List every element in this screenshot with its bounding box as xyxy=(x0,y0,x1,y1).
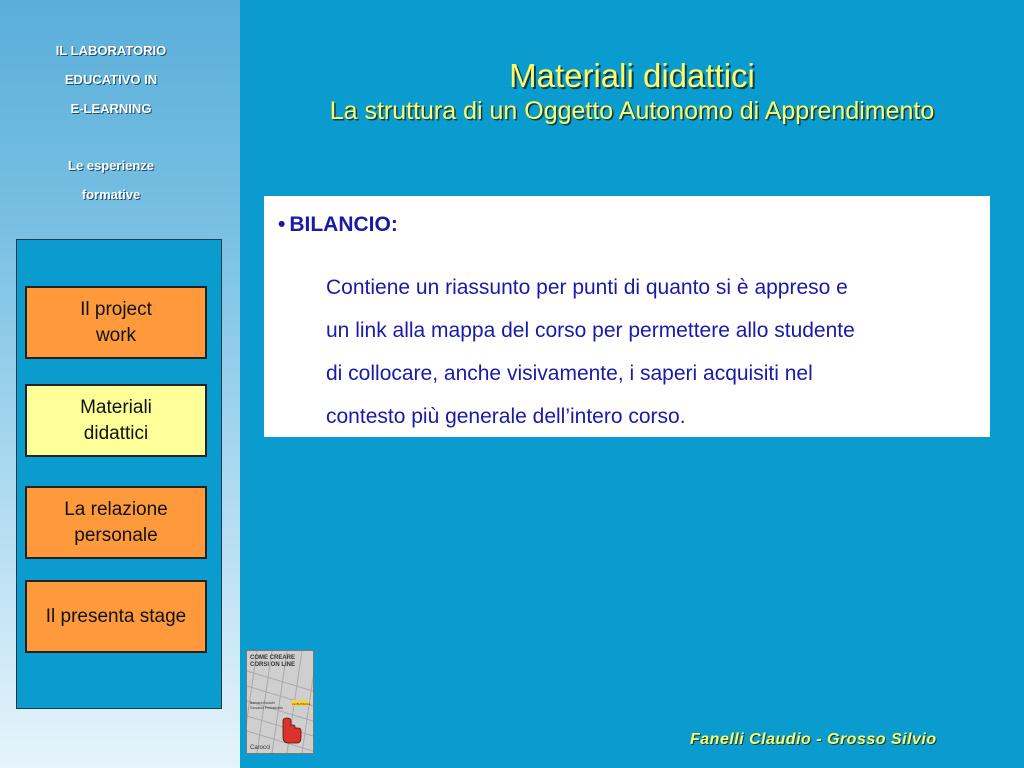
content-box xyxy=(264,196,990,437)
nav-button-label: Materiali xyxy=(80,396,152,418)
page-title: Materiali didattici xyxy=(509,57,755,94)
slide-header xyxy=(240,56,1024,126)
lab-title-line: E-LEARNING xyxy=(70,101,152,116)
nav-button-relazione-personale[interactable] xyxy=(25,486,207,559)
body-paragraph xyxy=(326,266,981,438)
nav-button-label: work xyxy=(95,324,137,346)
bullet-heading xyxy=(278,213,398,237)
lab-subtitle-line: Le esperienze xyxy=(68,158,154,173)
nav-button-materiali-didattici[interactable] xyxy=(25,384,207,457)
nav-panel xyxy=(16,239,222,709)
nav-button-project-work[interactable] xyxy=(25,286,207,359)
lab-title xyxy=(0,36,222,123)
nav-button-label: Il project xyxy=(80,298,152,320)
nav-button-label: La relazione xyxy=(64,498,168,520)
body-line: contesto più generale dell’intero corso. xyxy=(326,405,686,428)
book-publisher: Carocci xyxy=(250,745,271,751)
nav-button-label: didattici xyxy=(83,422,149,444)
lab-title-line: EDUCATIVO IN xyxy=(64,72,158,87)
nav-button-label: Il presenta stage xyxy=(45,605,187,627)
bullet-marker: • xyxy=(278,213,286,236)
book-author-line: Giovanni Perissinotto xyxy=(250,706,284,710)
footer-authors: Fanelli Claudio - Grosso Silvio xyxy=(690,731,937,748)
book-title-line: CORSI ON LINE xyxy=(250,662,296,668)
book-author-line: Barbara Bruschi xyxy=(250,701,276,705)
book-cover-image xyxy=(246,650,314,754)
body-line: un link alla mappa del corso per permettere allo studente xyxy=(326,319,855,342)
book-badge: LE BUSSOLE xyxy=(292,702,311,706)
body-line: di collocare, anche visivamente, i saperi acquisiti nel xyxy=(326,362,813,385)
lab-subtitle-line: formative xyxy=(81,187,141,202)
heading-text: BILANCIO: xyxy=(289,213,398,236)
nav-button-label: personale xyxy=(74,524,158,546)
lab-subtitle xyxy=(0,151,222,209)
nav-button-presenta-stage[interactable] xyxy=(25,580,207,653)
sidebar xyxy=(0,0,240,768)
lab-title-line: IL LABORATORIO xyxy=(55,43,167,58)
body-line: Contiene un riassunto per punti di quanto si è appreso e xyxy=(326,276,848,299)
book-cover-art xyxy=(247,651,313,753)
book-title-line: COME CREARE xyxy=(250,655,296,661)
page-subtitle: La struttura di un Oggetto Autonomo di Apprendimento xyxy=(329,97,935,125)
